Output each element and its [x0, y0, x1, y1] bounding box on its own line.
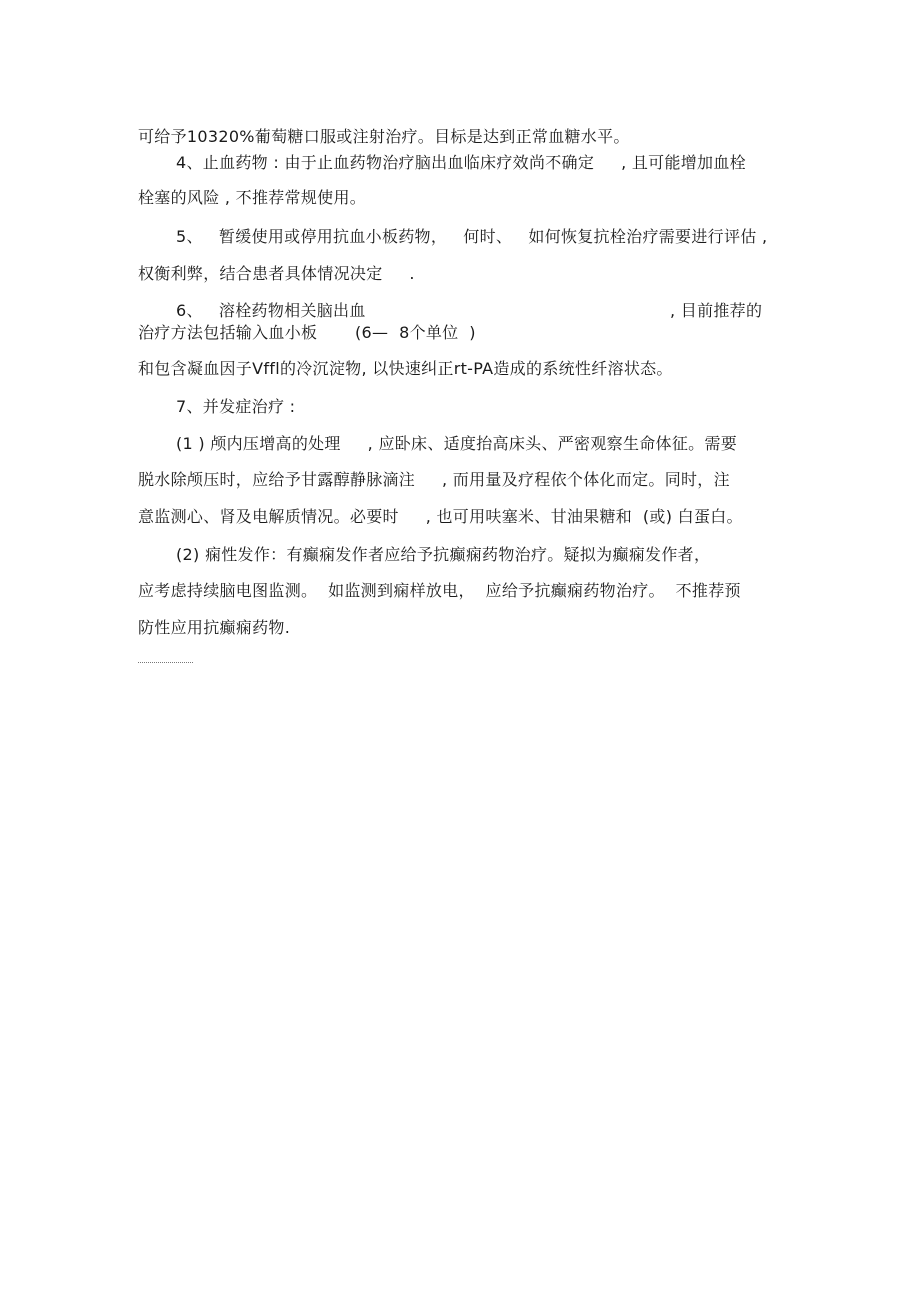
text-line-13: (2) 痫性发作：有癫痫发作者应给予抗癫痫药物治疗。疑拟为癫痫发作者， [176, 545, 711, 564]
dotted-divider [138, 662, 193, 663]
text-line-9: 7、并发症治疗 : [176, 397, 296, 416]
text-line-12: 意监测心、肾及电解质情况。必要时 , 也可用呋塞米、甘油果糖和 (或) 白蛋白。 [138, 507, 743, 526]
text-line-8: 和包含凝血因子Vffl的冷沉淀物, 以快速纠正rt-PA造成的系统性纤溶状态。 [138, 359, 673, 378]
text-line-5: 权衡利弊，结合患者具体情况决定 . [138, 264, 415, 283]
text-line-7: 治疗方法包括输入血小板 (6— 8个单位 ) [138, 323, 476, 342]
text-line-14: 应考虑持续脑电图监测。 如监测到痫样放电， 应给予抗癫痫药物治疗。 不推荐预 [138, 581, 741, 600]
text-line-6a: 6、 溶栓药物相关脑出血 [176, 301, 366, 320]
text-line-15: 防性应用抗癫痫药物. [138, 618, 291, 637]
text-line-6b: , 目前推荐的 [670, 301, 763, 320]
text-line-10: (1 ) 颅内压增高的处理 , 应卧床、适度抬高床头、严密观察生命体征。需要 [176, 434, 738, 453]
text-line-3: 栓塞的风险 , 不推荐常规使用。 [138, 188, 367, 207]
text-line-2: 4、止血药物 : 由于止血药物治疗脑出血临床疗效尚不确定 , 且可能增加血栓 [176, 153, 746, 172]
text-line-11: 脱水除颅压时，应给予甘露醇静脉滴注 , 而用量及疗程依个体化而定。同时，注 [138, 470, 730, 489]
text-line-4: 5、 暂缓使用或停用抗血小板药物， 何时、 如何恢复抗栓治疗需要进行评估 , [176, 227, 768, 246]
text-line-1: 可给予10320%葡萄糖口服或注射治疗。目标是达到正常血糖水平。 [138, 127, 630, 146]
